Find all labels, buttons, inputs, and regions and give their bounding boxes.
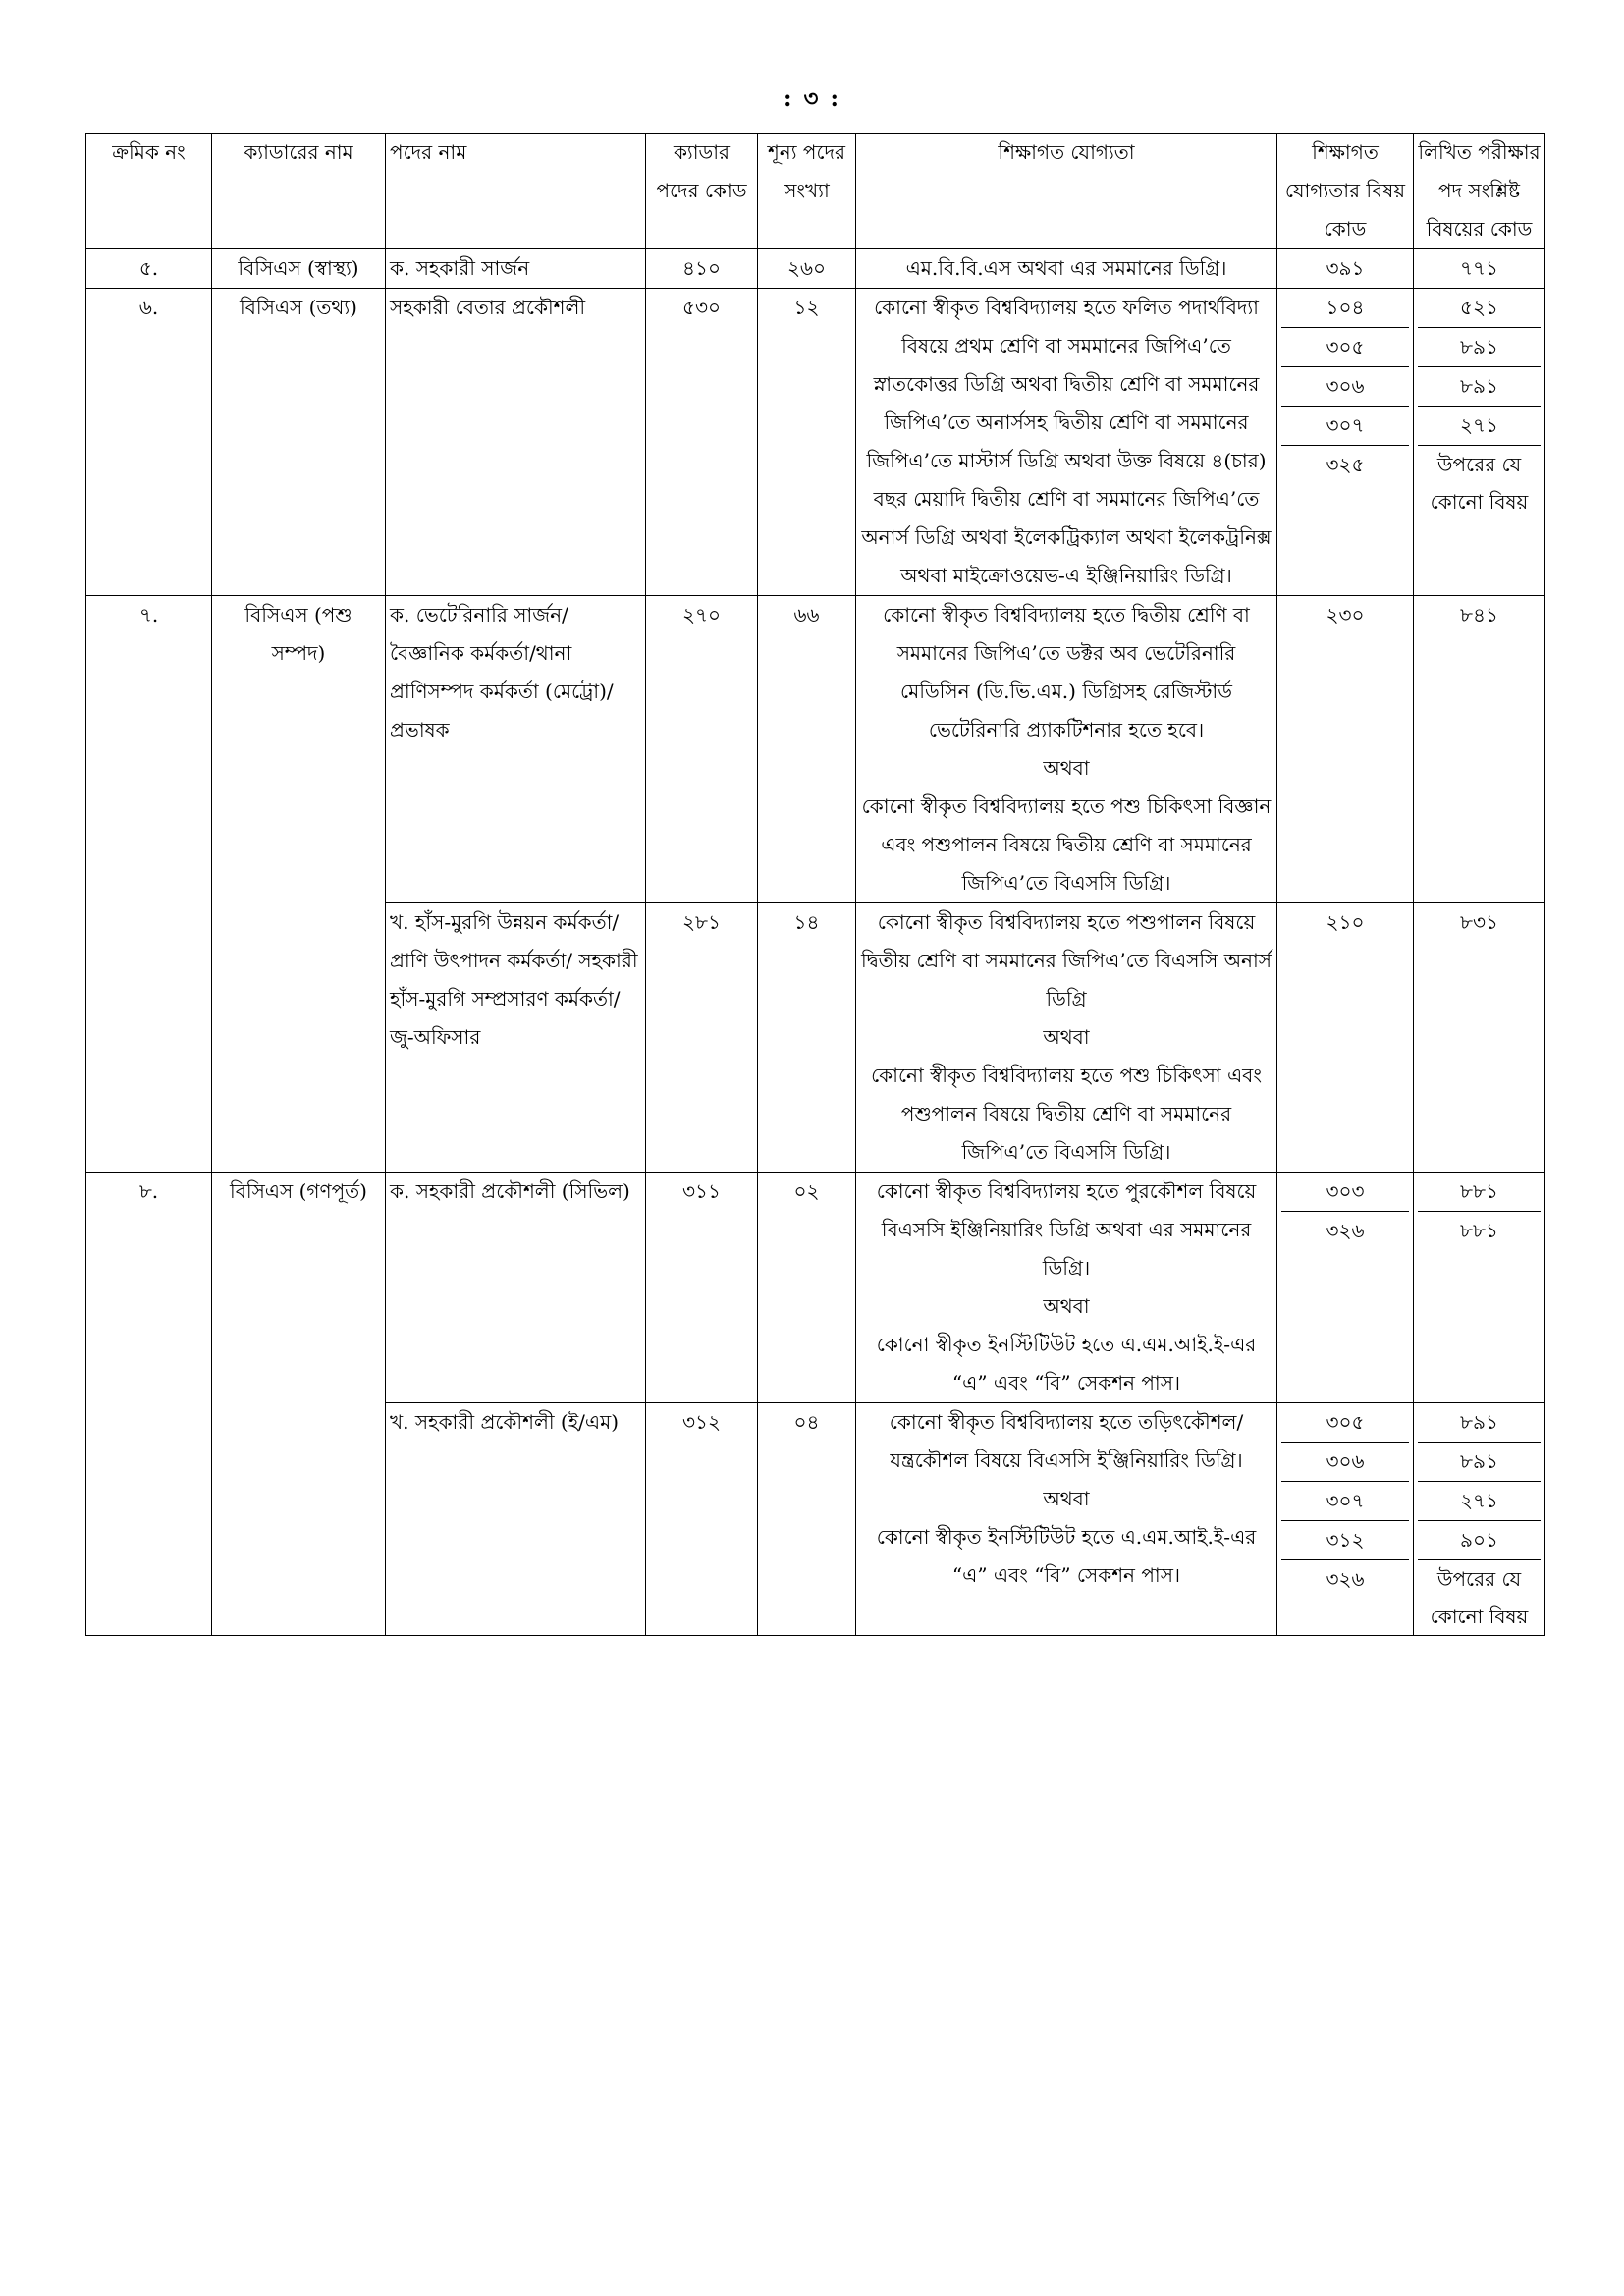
code-row	[1418, 1443, 1541, 1482]
qual-code-list	[1281, 596, 1409, 633]
qual-code-list	[1281, 1173, 1409, 1249]
qualification-or: অথবা	[1043, 1294, 1090, 1318]
exam-code-list	[1418, 249, 1541, 287]
code-row	[1418, 328, 1541, 367]
code-row	[1281, 407, 1409, 446]
cadre-code-cell: ৫৩০	[646, 289, 758, 596]
cadre-cell: বিসিএস (পশু সম্পদ)	[212, 596, 386, 1173]
qualification-cell	[856, 289, 1277, 596]
subject-code: ২৭১	[1418, 1482, 1541, 1521]
subject-code: ৮৯১	[1418, 1443, 1541, 1482]
subject-code: ৩৯১	[1326, 256, 1365, 280]
qualification-text-alt: কোনো স্বীকৃত বিশ্ববিদ্যালয় হতে পশু চিকিৎসা বিজ্ঞান এবং পশুপালন বিষয়ে দ্বিতীয় শ্রেণি বা সমমানের জিপিএ’তে বিএসসি ডিগ্রি।	[861, 794, 1272, 895]
subject-code: ৩০৩	[1281, 1173, 1409, 1212]
subject-code: ৩০৭	[1281, 1482, 1409, 1521]
table-header-row	[86, 134, 1545, 249]
subject-code: ১০৪	[1281, 289, 1409, 328]
qual-subject-code-cell	[1277, 1173, 1414, 1403]
qualification-text: এম.বি.বি.এস অথবা এর সমমানের ডিগ্রি।	[905, 256, 1227, 280]
header-exam-subject-code: লিখিত পরীক্ষার পদ সংশ্লিষ্ট বিষয়ের কোড	[1414, 134, 1545, 249]
qual-subject-code-cell	[1277, 1403, 1414, 1636]
qual-subject-code-cell	[1277, 289, 1414, 596]
qualification-text: কোনো স্বীকৃত বিশ্ববিদ্যালয় হতে পশুপালন বিষয়ে দ্বিতীয় শ্রেণি বা সমমানের জিপিএ’তে বিএসসি অনার্স ডিগ্রি	[861, 910, 1272, 1011]
code-row	[1418, 1173, 1541, 1212]
subject-code: ৮৯১	[1418, 1403, 1541, 1443]
code-row	[1281, 1443, 1409, 1482]
post-name-cell: সহকারী বেতার প্রকৌশলী	[386, 289, 646, 596]
subject-code: ৯০১	[1418, 1521, 1541, 1560]
subject-code: ৮৩১	[1460, 910, 1498, 934]
header-qual-subject-code: শিক্ষাগত যোগ্যতার বিষয় কোড	[1277, 134, 1414, 249]
cadre-code-cell: ৩১১	[646, 1173, 758, 1403]
subject-code: ৮৯১	[1418, 328, 1541, 367]
page-number: : ৩ :	[784, 85, 840, 112]
qualification-text-alt: কোনো স্বীকৃত ইনস্টিটিউট হতে এ.এম.আই.ই-এর “এ” এবং “বি” সেকশন পাস।	[876, 1333, 1257, 1394]
code-row	[1281, 328, 1409, 367]
code-row	[1281, 1521, 1409, 1560]
vacancy-cell: ০৪	[758, 1403, 856, 1636]
exam-subject-code-cell	[1414, 1173, 1545, 1403]
qual-subject-code-cell	[1277, 903, 1414, 1173]
subject-code: ৩১২	[1281, 1521, 1409, 1560]
exam-subject-code-cell	[1414, 249, 1545, 289]
cadre-cell: বিসিএস (তথ্য)	[212, 289, 386, 596]
serial-cell: ৫.	[86, 249, 212, 289]
table-row	[86, 289, 1545, 596]
qual-subject-code-cell	[1277, 596, 1414, 903]
exam-code-list	[1418, 1173, 1541, 1249]
qualification-cell	[856, 249, 1277, 289]
subject-code: ৩২৬	[1326, 1219, 1365, 1242]
cadre-cell: বিসিএস (গণপূর্ত)	[212, 1173, 386, 1636]
qualification-or: অথবা	[1043, 1487, 1090, 1510]
vacancy-cell: ০২	[758, 1173, 856, 1403]
qualification-cell	[856, 1403, 1277, 1636]
qualification-text-alt: কোনো স্বীকৃত ইনস্টিটিউট হতে এ.এম.আই.ই-এর “এ” এবং “বি” সেকশন পাস।	[876, 1525, 1257, 1587]
vacancy-cell: ১২	[758, 289, 856, 596]
code-row	[1281, 367, 1409, 407]
table-row	[86, 596, 1545, 903]
exam-code-list	[1418, 903, 1541, 941]
exam-subject-code-cell	[1414, 1403, 1545, 1636]
qual-code-list	[1281, 903, 1409, 941]
qualification-text: কোনো স্বীকৃত বিশ্ববিদ্যালয় হতে ফলিত পদার্থবিদ্যা বিষয়ে প্রথম শ্রেণি বা সমমানের জিপিএ’তে স্নাতকোত্তর ডিগ্রি অথবা দ্বিতীয় শ্রেণি বা সমমানের জিপিএ’তে অনার্সসহ দ্বিতীয় শ্রেণি বা সমমানের জিপিএ’তে মাস্টার্স ডিগ্রি অথবা উক্ত বিষয়ে ৪(চার) বছর মেয়াদি দ্বিতীয় শ্রেণি বা সমমানের জিপিএ’তে অনার্স ডিগ্রি অথবা ইলেকট্রিক্যাল অথবা ইলেকট্রনিক্স অথবা মাইক্রোওয়েভ-এ ইঞ্জিনিয়ারিং ডিগ্রি।	[861, 296, 1272, 587]
cadre-code-cell: ৪১০	[646, 249, 758, 289]
header-post: পদের নাম	[386, 134, 646, 249]
code-row	[1418, 446, 1541, 521]
qual-code-list	[1281, 289, 1409, 483]
exam-subject-code-cell	[1414, 289, 1545, 596]
qualification-text: কোনো স্বীকৃত বিশ্ববিদ্যালয় হতে পুরকৌশল বিষয়ে বিএসসি ইঞ্জিনিয়ারিং ডিগ্রি অথবা এর সমমানের ডিগ্রি।	[876, 1179, 1257, 1280]
code-row	[1418, 289, 1541, 328]
serial-cell: ৬.	[86, 289, 212, 596]
cadre-code-cell: ৩১২	[646, 1403, 758, 1636]
subject-code: ৩০৫	[1281, 328, 1409, 367]
qualification-text-alt: কোনো স্বীকৃত বিশ্ববিদ্যালয় হতে পশু চিকিৎসা এবং পশুপালন বিষয়ে দ্বিতীয় শ্রেণি বা সমমানের জিপিএ’তে বিএসসি ডিগ্রি।	[871, 1064, 1262, 1164]
code-row	[1281, 249, 1409, 287]
subject-code: ৩০৬	[1281, 367, 1409, 407]
subject-code: ৮৯১	[1418, 367, 1541, 407]
cadre-posts-table	[85, 133, 1545, 1636]
exam-code-list	[1418, 1403, 1541, 1635]
code-row	[1281, 289, 1409, 328]
subject-code: ২৩০	[1326, 603, 1365, 627]
header-cadre-code: ক্যাডার পদের কোড	[646, 134, 758, 249]
code-row	[1281, 1403, 1409, 1443]
subject-code: ৩২৫	[1326, 453, 1365, 476]
subject-code: ৭৭১	[1460, 256, 1498, 280]
code-row	[1281, 1560, 1409, 1599]
qual-subject-code-cell	[1277, 249, 1414, 289]
qualification-or: অথবা	[1043, 1025, 1090, 1049]
table-row	[86, 1173, 1545, 1403]
subject-code: উপরের যে কোনো বিষয়	[1430, 453, 1529, 514]
cadre-cell: বিসিএস (স্বাস্থ্য)	[212, 249, 386, 289]
subject-code: ৩০৭	[1281, 407, 1409, 446]
cadre-code-cell: ২৮১	[646, 903, 758, 1173]
code-row	[1418, 367, 1541, 407]
exam-code-list	[1418, 596, 1541, 633]
serial-cell: ৭.	[86, 596, 212, 1173]
qualification-cell	[856, 903, 1277, 1173]
code-row	[1418, 1482, 1541, 1521]
subject-code: ৮৪১	[1460, 603, 1498, 627]
subject-code: ৩০৬	[1281, 1443, 1409, 1482]
qual-code-list	[1281, 1403, 1409, 1598]
qualification-text: কোনো স্বীকৃত বিশ্ববিদ্যালয় হতে দ্বিতীয় শ্রেণি বা সমমানের জিপিএ’তে ডক্টর অব ভেটেরিনারি মেডিসিন (ডি.ভি.এম.) ডিগ্রিসহ রেজিস্টার্ড ভেটেরিনারি প্র্যাকটিশনার হতে হবে।	[883, 603, 1250, 741]
qual-code-list	[1281, 249, 1409, 287]
vacancy-cell: ৬৬	[758, 596, 856, 903]
code-row	[1281, 903, 1409, 941]
code-row	[1281, 1212, 1409, 1250]
serial-cell: ৮.	[86, 1173, 212, 1636]
post-name-cell: খ. হাঁস-মুরগি উন্নয়ন কর্মকর্তা/ প্রাণি উৎপাদন কর্মকর্তা/ সহকারী হাঁস-মুরগি সম্প্রসারণ কর্মকর্তা/ জু-অফিসার	[386, 903, 646, 1173]
code-row	[1281, 1482, 1409, 1521]
exam-subject-code-cell	[1414, 903, 1545, 1173]
exam-subject-code-cell	[1414, 596, 1545, 903]
exam-code-list	[1418, 289, 1541, 520]
header-qualification: শিক্ষাগত যোগ্যতা	[856, 134, 1277, 249]
subject-code: ২৭১	[1418, 407, 1541, 446]
subject-code: ৩২৬	[1326, 1567, 1365, 1591]
subject-code: ৮৮১	[1460, 1219, 1498, 1242]
post-name-cell: ক. সহকারী সার্জন	[386, 249, 646, 289]
post-name-cell: খ. সহকারী প্রকৌশলী (ই/এম)	[386, 1403, 646, 1636]
vacancy-cell: ২৬০	[758, 249, 856, 289]
code-row	[1281, 446, 1409, 484]
code-row	[1418, 596, 1541, 633]
qualification-cell	[856, 596, 1277, 903]
post-name-cell: ক. ভেটেরিনারি সার্জন/ বৈজ্ঞানিক কর্মকর্তা/থানা প্রাণিসম্পদ কর্মকর্তা (মেট্রো)/ প্রভাষক	[386, 596, 646, 903]
subject-code: ৮৮১	[1418, 1173, 1541, 1212]
code-row	[1418, 1560, 1541, 1636]
cadre-code-cell: ২৭০	[646, 596, 758, 903]
qualification-text: কোনো স্বীকৃত বিশ্ববিদ্যালয় হতে তড়িৎকৌশল/ যন্ত্রকৌশল বিষয়ে বিএসসি ইঞ্জিনিয়ারিং ডিগ্রি।	[889, 1410, 1244, 1472]
code-row	[1418, 1403, 1541, 1443]
post-name-cell: ক. সহকারী প্রকৌশলী (সিভিল)	[386, 1173, 646, 1403]
code-row	[1418, 249, 1541, 287]
subject-code: ৩০৫	[1281, 1403, 1409, 1443]
code-row	[1418, 407, 1541, 446]
code-row	[1418, 903, 1541, 941]
code-row	[1281, 596, 1409, 633]
subject-code: উপরের যে কোনো বিষয়	[1430, 1567, 1529, 1628]
header-cadre: ক্যাডারের নাম	[212, 134, 386, 249]
qualification-or: অথবা	[1043, 756, 1090, 780]
subject-code: ৫২১	[1418, 289, 1541, 328]
subject-code: ২১০	[1326, 910, 1365, 934]
qualification-cell	[856, 1173, 1277, 1403]
code-row	[1418, 1212, 1541, 1250]
table-row	[86, 249, 1545, 289]
vacancy-cell: ১৪	[758, 903, 856, 1173]
code-row	[1418, 1521, 1541, 1560]
header-vacancy: শূন্য পদের সংখ্যা	[758, 134, 856, 249]
header-serial: ক্রমিক নং	[86, 134, 212, 249]
code-row	[1281, 1173, 1409, 1212]
